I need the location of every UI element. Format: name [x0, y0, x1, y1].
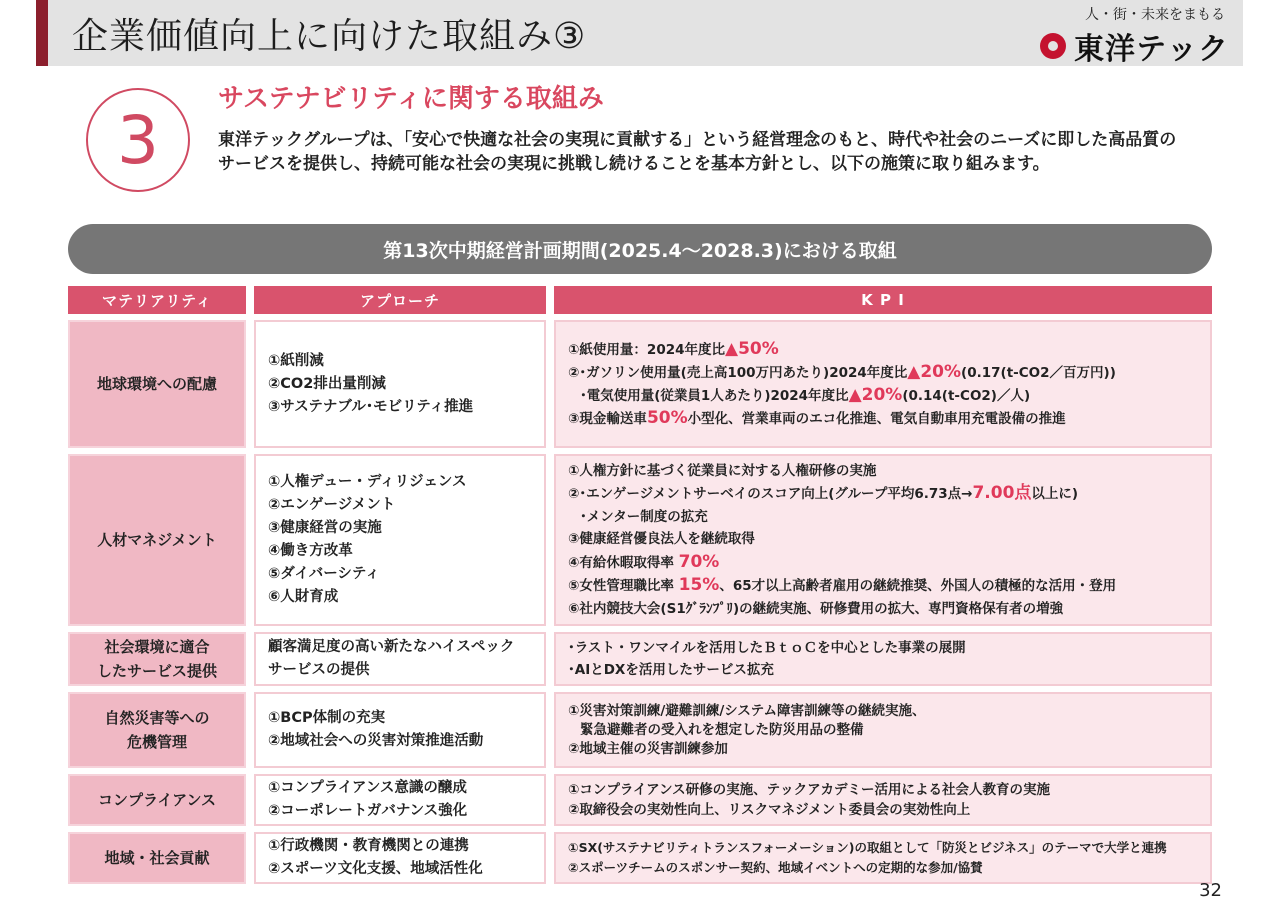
kpi-item: ③現金輸送車50%小型化、営業車両のエコ化推進、電気自動車用充電設備の推進 — [568, 408, 1066, 428]
approach-item: ①コンプライアンス意識の醸成 — [268, 780, 467, 796]
materiality-label: 地域・社会貢献 — [104, 849, 210, 867]
kpi-highlight: ▲20% — [907, 362, 962, 382]
kpi-item: ④有給休暇取得率 70% — [568, 551, 720, 572]
intro-paragraph: 東洋テックグループは、「安心で快適な社会の実現に貢献する」という経営理念のもと、時代や社会のニーズに即した高品質のサービスを提供し、持続可能な社会の実現に挑戦し続けることを基本方針とし、以下の施策に取り組みます。 — [218, 130, 1177, 174]
kpi-item: ･ラスト・ワンマイルを活用したＢｔｏＣを中心とした事業の展開 — [568, 640, 966, 656]
approach-item: ②地域社会への災害対策推進活動 — [268, 733, 484, 749]
kpi-item: ･電気使用量(従業員1人あたり)2024年度比▲20%(0.14(t-CO2)／人) — [580, 385, 1031, 405]
page-title: 企業価値向上に向けた取組み③ — [72, 16, 587, 57]
approach-item: サービスの提供 — [268, 662, 370, 678]
kpi-item: 緊急避難者の受入れを想定した防災用品の整備 — [580, 721, 864, 738]
approach-cell — [254, 832, 546, 884]
kpi-item: ･AIとDXを活用したサービス拡充 — [568, 662, 774, 678]
column-header-approach: アプローチ — [254, 286, 546, 314]
kpi-cell — [554, 832, 1212, 884]
approach-cell — [254, 692, 546, 768]
header-accent-stripe — [36, 0, 48, 66]
materiality-label: 地球環境への配慮 — [96, 375, 217, 393]
materiality-label: したサービス提供 — [96, 662, 217, 680]
kpi-item: ②地域主催の災害訓練参加 — [568, 740, 728, 757]
approach-item: ③健康経営の実施 — [268, 520, 382, 536]
approach-cell — [254, 454, 546, 626]
approach-cell — [254, 774, 546, 826]
kpi-cell — [554, 632, 1212, 686]
section-heading: サステナビリティに関する取組み — [218, 84, 604, 114]
approach-item: ①人権デュー・ディリジェンス — [268, 474, 467, 490]
page-number: 32 — [1199, 880, 1222, 901]
kpi-highlight: ▲20% — [848, 385, 903, 405]
logo-text: 東洋テック — [1074, 32, 1229, 67]
approach-item: ⑥人財育成 — [268, 589, 339, 605]
kpi-item: ①災害対策訓練/避難訓練/システム障害訓練等の継続実施、 — [568, 702, 926, 719]
section-number-badge: 3 — [86, 88, 190, 192]
column-header-materiality: マテリアリティ — [68, 286, 246, 314]
approach-item: ②スポーツ文化支援、地域活性化 — [268, 861, 483, 877]
kpi-highlight: 15% — [678, 575, 720, 596]
materiality-cell — [68, 320, 246, 448]
approach-item: ④働き方改革 — [268, 543, 353, 559]
logo-mark-icon — [1040, 33, 1066, 59]
materiality-cell — [68, 454, 246, 626]
company-logo — [1040, 24, 1229, 68]
column-header-kpi: K P I — [554, 286, 1212, 314]
approach-item: ②コーポレートガバナンス強化 — [268, 803, 468, 819]
approach-cell — [254, 632, 546, 686]
kpi-cell — [554, 692, 1212, 768]
kpi-highlight: 70% — [678, 551, 720, 572]
kpi-item: ①コンプライアンス研修の実施、テックアカデミー活用による社会人教育の実施 — [568, 782, 1051, 798]
kpi-item: ②スポーツチームのスポンサー契約、地域イベントへの定期的な参加/協賛 — [568, 860, 983, 875]
approach-item: ①BCP体制の充実 — [268, 710, 386, 726]
kpi-item: ①人権方針に基づく従業員に対する人権研修の実施 — [568, 462, 877, 479]
kpi-item: ⑥社内競技大会(S1ｸﾞﾗﾝﾌﾟﾘ)の継続実施、研修費用の拡大、専門資格保有者の増強 — [568, 600, 1064, 617]
kpi-highlight: 7.00点 — [972, 483, 1032, 504]
approach-item: ①行政機関・教育機関との連携 — [268, 838, 469, 854]
materiality-label: 自然災害等への — [104, 709, 210, 727]
materiality-label: コンプライアンス — [97, 791, 217, 809]
kpi-item: ①紙使用量：2024年度比▲50% — [568, 339, 779, 359]
kpi-cell — [554, 774, 1212, 826]
materiality-label: 人材マネジメント — [97, 531, 217, 549]
company-tagline: 人・街・未来をまもる — [1085, 7, 1225, 23]
kpi-item: ⑤女性管理職比率 15%、65才以上高齢者雇用の継続推奨、外国人の積極的な活用・登用 — [568, 575, 1117, 596]
kpi-item: ②･ガソリン使用量(売上高100万円あたり)2024年度比▲20%(0.17(t-CO2／百万円)) — [568, 362, 1116, 382]
materiality-label: 社会環境に適合 — [104, 638, 210, 656]
period-banner: 第13次中期経営計画期間(2025.4～2028.3)における取組 — [68, 224, 1212, 274]
kpi-item: ･メンター制度の拡充 — [580, 508, 708, 525]
kpi-item: ①SX(サステナビリティトランスフォーメーション)の取組として「防災とビジネス」のテーマで大学と連携 — [568, 840, 1167, 855]
materiality-label: 危機管理 — [126, 733, 187, 751]
approach-cell — [254, 320, 546, 448]
kpi-cell — [554, 320, 1212, 448]
kpi-cell — [554, 454, 1212, 626]
kpi-item: ③健康経営優良法人を継続取得 — [568, 531, 755, 548]
kpi-item: ②･エンゲージメントサーベイのスコア向上(グループ平均6.73点→7.00点以上に) — [568, 483, 1079, 504]
approach-item: ①紙削減 — [268, 352, 324, 369]
approach-item: ②CO2排出量削減 — [268, 375, 386, 392]
kpi-item: ②取締役会の実効性向上、リスクマネジメント委員会の実効性向上 — [568, 802, 971, 818]
materiality-cell — [68, 692, 246, 768]
materiality-cell — [68, 632, 246, 686]
approach-item: ②エンゲージメント — [268, 497, 396, 513]
approach-item: ③サステナブル･モビリティ推進 — [268, 398, 474, 415]
approach-item: 顧客満足度の高い新たなハイスペック — [268, 639, 515, 655]
header-bar — [36, 0, 1243, 66]
materiality-cell — [68, 832, 246, 884]
materiality-cell — [68, 774, 246, 826]
kpi-highlight: 50% — [646, 408, 688, 428]
approach-item: ⑤ダイバーシティ — [268, 566, 380, 582]
kpi-highlight: ▲50% — [725, 339, 779, 359]
